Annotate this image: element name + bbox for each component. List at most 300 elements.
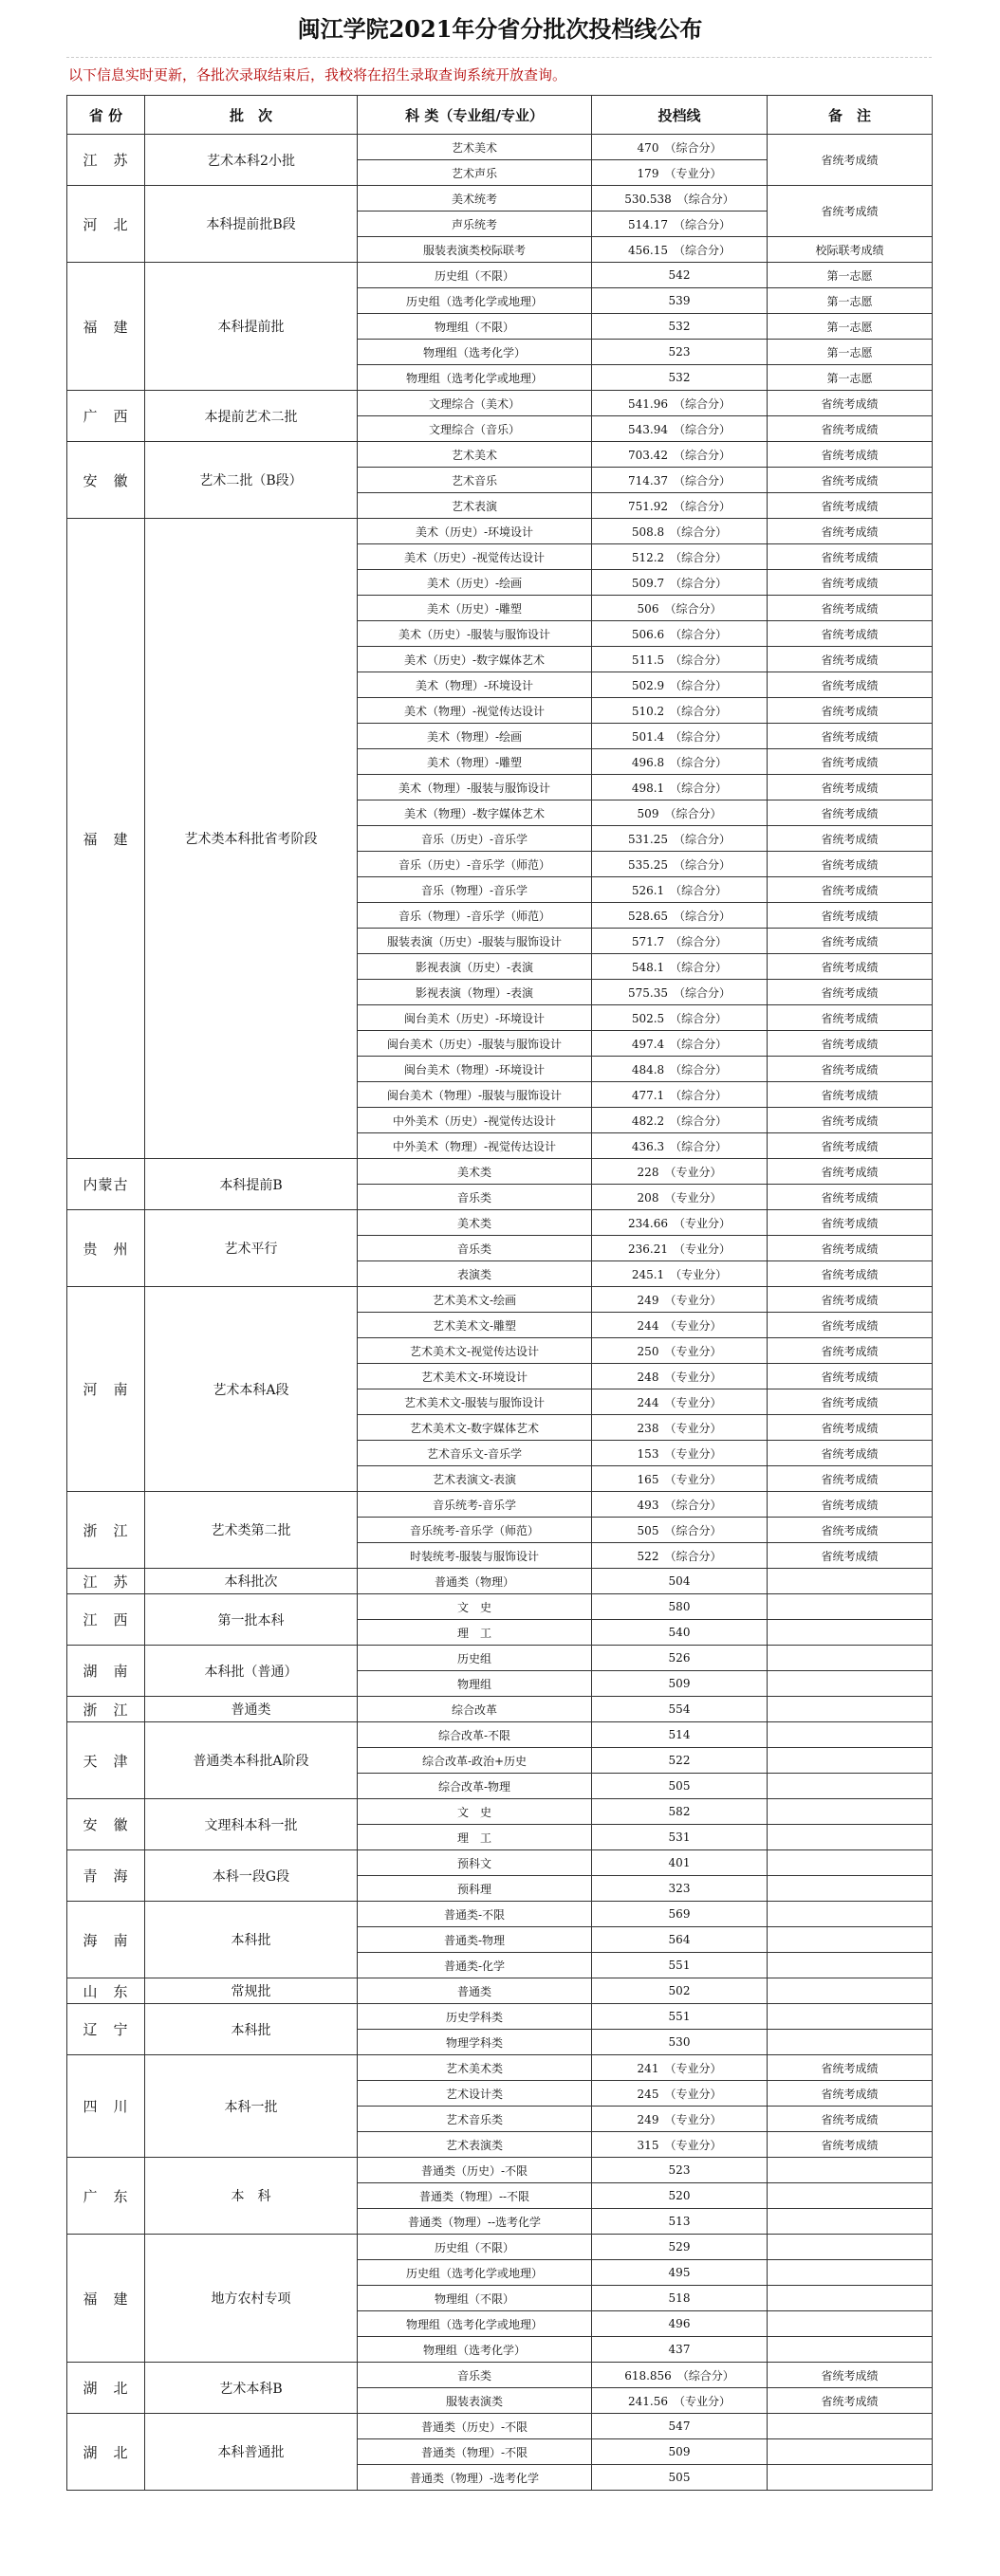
header-category: 科 类（专业组/专业） (358, 96, 592, 135)
category-cell: 艺术美术文-绘画 (358, 1287, 592, 1313)
note-cell: 省统考成绩 (768, 826, 933, 852)
table-row (67, 1978, 933, 2004)
category-cell: 艺术声乐 (358, 160, 592, 186)
score-line-cell: 401 (592, 1850, 768, 1876)
category-cell: 物理组 (358, 1671, 592, 1697)
category-cell: 普通类（物理）--不限 (358, 2183, 592, 2209)
table-row (67, 263, 933, 288)
table-row (67, 2055, 933, 2081)
category-cell: 普通类（物理）--选考化学 (358, 2209, 592, 2235)
note-cell (768, 1799, 933, 1825)
category-cell: 综合改革-政治+历史 (358, 1748, 592, 1774)
note-cell: 省统考成绩 (768, 596, 933, 621)
note-cell: 校际联考成绩 (768, 237, 933, 263)
note-cell (768, 2260, 933, 2286)
table-row (67, 2158, 933, 2183)
table-header-row (67, 96, 933, 135)
note-cell: 省统考成绩 (768, 877, 933, 903)
batch-cell: 艺术平行 (145, 1210, 358, 1287)
note-cell: 第一志愿 (768, 263, 933, 288)
category-cell: 影视表演（物理）-表演 (358, 980, 592, 1005)
score-line-cell: 497.4 （综合分） (592, 1031, 768, 1057)
table-row (67, 442, 933, 468)
score-line-cell: 456.15 （综合分） (592, 237, 768, 263)
score-line-cell: 509 (592, 2439, 768, 2465)
category-cell: 普通类（物理） (358, 1569, 592, 1594)
note-cell: 省统考成绩 (768, 416, 933, 442)
note-cell: 省统考成绩 (768, 1236, 933, 1261)
note-cell: 省统考成绩 (768, 698, 933, 724)
batch-cell: 艺术本科B (145, 2363, 358, 2414)
note-cell (768, 1646, 933, 1671)
header-note: 备 注 (768, 96, 933, 135)
category-cell: 文 史 (358, 1594, 592, 1620)
note-cell: 省统考成绩 (768, 1543, 933, 1569)
note-cell: 省统考成绩 (768, 1518, 933, 1543)
score-line-cell: 618.856 （综合分） (592, 2363, 768, 2388)
batch-cell: 艺术类第二批 (145, 1492, 358, 1569)
note-cell: 省统考成绩 (768, 903, 933, 929)
category-cell: 历史组 (358, 1646, 592, 1671)
score-line-cell: 523 (592, 2158, 768, 2183)
category-cell: 文理综合（音乐） (358, 416, 592, 442)
note-cell (768, 2004, 933, 2030)
province-cell: 安 徽 (67, 1799, 145, 1850)
category-cell: 历史学科类 (358, 2004, 592, 2030)
score-line-cell: 244 （专业分） (592, 1389, 768, 1415)
score-line-cell: 250 （专业分） (592, 1338, 768, 1364)
score-line-cell: 484.8 （综合分） (592, 1057, 768, 1082)
header-score-line: 投档线 (592, 96, 768, 135)
score-line-cell: 514 (592, 1722, 768, 1748)
table-body (67, 135, 933, 2491)
note-cell: 省统考成绩 (768, 2081, 933, 2107)
note-cell (768, 1620, 933, 1646)
category-cell: 音乐统考-音乐学（师范） (358, 1518, 592, 1543)
note-cell: 省统考成绩 (768, 1031, 933, 1057)
score-line-cell: 502.5 （综合分） (592, 1005, 768, 1031)
note-cell: 省统考成绩 (768, 724, 933, 749)
province-cell: 四 川 (67, 2055, 145, 2158)
batch-cell: 本科普通批 (145, 2414, 358, 2491)
note-cell: 省统考成绩 (768, 1338, 933, 1364)
province-cell: 广 西 (67, 391, 145, 442)
table-row (67, 1850, 933, 1876)
score-line-cell: 244 （专业分） (592, 1313, 768, 1338)
note-cell: 第一志愿 (768, 340, 933, 365)
category-cell: 音乐类 (358, 1185, 592, 1210)
batch-cell: 本提前艺术二批 (145, 391, 358, 442)
score-line-cell: 528.65 （综合分） (592, 903, 768, 929)
header-province: 省 份 (67, 96, 145, 135)
category-cell: 音乐（物理）-音乐学 (358, 877, 592, 903)
province-cell: 广 东 (67, 2158, 145, 2235)
score-line-cell: 482.2 （综合分） (592, 1108, 768, 1133)
score-line-cell: 526.1 （综合分） (592, 877, 768, 903)
category-cell: 服装表演类校际联考 (358, 237, 592, 263)
note-cell (768, 2439, 933, 2465)
note-cell: 省统考成绩 (768, 1313, 933, 1338)
category-cell: 历史组（不限） (358, 263, 592, 288)
score-line-cell: 249 （专业分） (592, 2107, 768, 2132)
province-cell: 辽 宁 (67, 2004, 145, 2055)
score-line-cell: 496 (592, 2311, 768, 2337)
table-row (67, 2004, 933, 2030)
category-cell: 普通类（历史）-不限 (358, 2414, 592, 2439)
score-line-cell: 236.21 （专业分） (592, 1236, 768, 1261)
note-cell: 省统考成绩 (768, 2132, 933, 2158)
note-cell: 省统考成绩 (768, 1441, 933, 1466)
batch-cell: 普通类 (145, 1697, 358, 1722)
score-line-cell: 496.8 （综合分） (592, 749, 768, 775)
score-line-cell: 522 (592, 1748, 768, 1774)
category-cell: 文理综合（美术） (358, 391, 592, 416)
table-row (67, 1287, 933, 1313)
score-line-cell: 245.1 （专业分） (592, 1261, 768, 1287)
batch-cell: 地方农村专项 (145, 2235, 358, 2363)
note-cell: 省统考成绩 (768, 1108, 933, 1133)
table-row (67, 391, 933, 416)
category-cell: 美术（历史）-绘画 (358, 570, 592, 596)
score-line-cell: 505 （综合分） (592, 1518, 768, 1543)
score-line-cell: 751.92 （综合分） (592, 493, 768, 519)
score-line-cell: 315 （专业分） (592, 2132, 768, 2158)
score-line-cell: 714.37 （综合分） (592, 468, 768, 493)
note-cell (768, 1671, 933, 1697)
score-line-cell: 551 (592, 1953, 768, 1978)
batch-cell: 本 科 (145, 2158, 358, 2235)
score-line-cell: 509 （综合分） (592, 800, 768, 826)
province-cell: 江 苏 (67, 1569, 145, 1594)
score-line-cell: 518 (592, 2286, 768, 2311)
category-cell: 美术统考 (358, 186, 592, 212)
category-cell: 历史组（选考化学或地理） (358, 288, 592, 314)
note-cell: 省统考成绩 (768, 519, 933, 544)
note-cell (768, 2311, 933, 2337)
category-cell: 美术（物理）-服装与服饰设计 (358, 775, 592, 800)
score-line-cell: 502.9 （综合分） (592, 672, 768, 698)
category-cell: 音乐（物理）-音乐学（师范） (358, 903, 592, 929)
score-line-cell: 539 (592, 288, 768, 314)
category-cell: 闽台美术（物理）-服装与服饰设计 (358, 1082, 592, 1108)
table-row (67, 1159, 933, 1185)
score-line-cell: 505 (592, 2465, 768, 2491)
category-cell: 艺术美术文-数字媒体艺术 (358, 1415, 592, 1441)
category-cell: 历史组（不限） (358, 2235, 592, 2260)
score-line-cell: 437 (592, 2337, 768, 2363)
note-cell (768, 2465, 933, 2491)
score-line-cell: 547 (592, 2414, 768, 2439)
province-cell: 安 徽 (67, 442, 145, 519)
category-cell: 美术（历史）-环境设计 (358, 519, 592, 544)
category-cell: 普通类（物理）-选考化学 (358, 2465, 592, 2491)
category-cell: 物理组（选考化学） (358, 340, 592, 365)
note-cell (768, 2414, 933, 2439)
category-cell: 美术类 (358, 1210, 592, 1236)
note-cell (768, 1697, 933, 1722)
note-cell (768, 2337, 933, 2363)
batch-cell: 本科一批 (145, 2055, 358, 2158)
note-cell (768, 2286, 933, 2311)
category-cell: 声乐统考 (358, 212, 592, 237)
note-cell: 省统考成绩 (768, 1057, 933, 1082)
table-row (67, 1569, 933, 1594)
category-cell: 表演类 (358, 1261, 592, 1287)
note-cell: 省统考成绩 (768, 672, 933, 698)
score-line-cell: 238 （专业分） (592, 1415, 768, 1441)
category-cell: 美术（物理）-绘画 (358, 724, 592, 749)
province-cell: 福 建 (67, 519, 145, 1159)
score-line-cell: 249 （专业分） (592, 1287, 768, 1313)
score-line-cell: 530.538 （综合分） (592, 186, 768, 212)
note-cell (768, 1978, 933, 2004)
category-cell: 综合改革 (358, 1697, 592, 1722)
province-cell: 河 北 (67, 186, 145, 263)
category-cell: 美术（物理）-雕塑 (358, 749, 592, 775)
score-line-cell: 582 (592, 1799, 768, 1825)
note-cell: 省统考成绩 (768, 1159, 933, 1185)
province-cell: 贵 州 (67, 1210, 145, 1287)
batch-cell: 艺术本科2小批 (145, 135, 358, 186)
score-line-cell: 498.1 （综合分） (592, 775, 768, 800)
note-cell: 省统考成绩 (768, 544, 933, 570)
category-cell: 文 史 (358, 1799, 592, 1825)
table-row (67, 1697, 933, 1722)
note-cell: 第一志愿 (768, 314, 933, 340)
title-divider (66, 57, 932, 58)
note-cell: 省统考成绩 (768, 1185, 933, 1210)
province-cell: 山 东 (67, 1978, 145, 2004)
batch-cell: 本科批 (145, 1902, 358, 1978)
score-line-cell: 530 (592, 2030, 768, 2055)
province-cell: 海 南 (67, 1902, 145, 1978)
note-cell: 省统考成绩 (768, 749, 933, 775)
score-line-cell: 323 (592, 1876, 768, 1902)
score-line-cell: 436.3 （综合分） (592, 1133, 768, 1159)
category-cell: 历史组（选考化学或地理） (358, 2260, 592, 2286)
score-line-cell: 493 （综合分） (592, 1492, 768, 1518)
province-cell: 浙 江 (67, 1492, 145, 1569)
province-cell: 湖 北 (67, 2363, 145, 2414)
province-cell: 湖 南 (67, 1646, 145, 1697)
note-cell: 省统考成绩 (768, 2107, 933, 2132)
note-cell (768, 1748, 933, 1774)
note-cell: 省统考成绩 (768, 1261, 933, 1287)
category-cell: 音乐类 (358, 1236, 592, 1261)
note-cell: 省统考成绩 (768, 135, 933, 186)
province-cell: 青 海 (67, 1850, 145, 1902)
category-cell: 美术（物理）-数字媒体艺术 (358, 800, 592, 826)
score-line-cell: 506.6 （综合分） (592, 621, 768, 647)
category-cell: 美术类 (358, 1159, 592, 1185)
score-line-cell: 470 （综合分） (592, 135, 768, 160)
category-cell: 艺术音乐类 (358, 2107, 592, 2132)
score-line-cell: 179 （专业分） (592, 160, 768, 186)
note-cell (768, 2030, 933, 2055)
note-cell: 省统考成绩 (768, 1389, 933, 1415)
category-cell: 音乐（历史）-音乐学 (358, 826, 592, 852)
category-cell: 综合改革-物理 (358, 1774, 592, 1799)
table-row (67, 519, 933, 544)
batch-cell: 本科批（普通） (145, 1646, 358, 1697)
batch-cell: 艺术本科A段 (145, 1287, 358, 1492)
score-line-cell: 548.1 （综合分） (592, 954, 768, 980)
table-row (67, 1902, 933, 1927)
category-cell: 物理组（选考化学或地理） (358, 365, 592, 391)
note-cell: 省统考成绩 (768, 186, 933, 237)
province-cell: 江 西 (67, 1594, 145, 1646)
batch-cell: 本科批次 (145, 1569, 358, 1594)
score-line-cell: 529 (592, 2235, 768, 2260)
score-line-cell: 541.96 （综合分） (592, 391, 768, 416)
score-line-cell: 501.4 （综合分） (592, 724, 768, 749)
category-cell: 预科文 (358, 1850, 592, 1876)
score-line-cell: 531 (592, 1825, 768, 1850)
note-cell: 省统考成绩 (768, 1492, 933, 1518)
category-cell: 物理组（选考化学） (358, 2337, 592, 2363)
category-cell: 闽台美术（历史）-服装与服饰设计 (358, 1031, 592, 1057)
note-cell (768, 1876, 933, 1902)
category-cell: 艺术美术文-服装与服饰设计 (358, 1389, 592, 1415)
category-cell: 音乐统考-音乐学 (358, 1492, 592, 1518)
table-row (67, 1492, 933, 1518)
score-line-cell: 509 (592, 1671, 768, 1697)
score-line-cell: 512.2 （综合分） (592, 544, 768, 570)
category-cell: 中外美术（物理）-视觉传达设计 (358, 1133, 592, 1159)
category-cell: 艺术设计类 (358, 2081, 592, 2107)
category-cell: 物理组（不限） (358, 2286, 592, 2311)
score-line-cell: 508.8 （综合分） (592, 519, 768, 544)
score-line-cell: 228 （专业分） (592, 1159, 768, 1185)
note-cell: 省统考成绩 (768, 1364, 933, 1389)
category-cell: 艺术美术类 (358, 2055, 592, 2081)
note-cell (768, 1774, 933, 1799)
score-line-cell: 248 （专业分） (592, 1364, 768, 1389)
batch-cell: 普通类本科批A阶段 (145, 1722, 358, 1799)
province-cell: 湖 北 (67, 2414, 145, 2491)
score-line-cell: 540 (592, 1620, 768, 1646)
category-cell: 艺术美术文-视觉传达设计 (358, 1338, 592, 1364)
note-cell: 省统考成绩 (768, 493, 933, 519)
score-line-cell: 241.56 （专业分） (592, 2388, 768, 2414)
score-line-cell: 502 (592, 1978, 768, 2004)
note-cell (768, 1825, 933, 1850)
note-cell: 第一志愿 (768, 365, 933, 391)
note-cell: 第一志愿 (768, 288, 933, 314)
category-cell: 影视表演（历史）-表演 (358, 954, 592, 980)
province-cell: 福 建 (67, 2235, 145, 2363)
category-cell: 美术（历史）-服装与服饰设计 (358, 621, 592, 647)
category-cell: 艺术表演 (358, 493, 592, 519)
note-cell: 省统考成绩 (768, 1005, 933, 1031)
category-cell: 服装表演（历史）-服装与服饰设计 (358, 929, 592, 954)
note-cell (768, 2158, 933, 2183)
batch-cell: 常规批 (145, 1978, 358, 2004)
category-cell: 艺术美术 (358, 135, 592, 160)
note-cell: 省统考成绩 (768, 1082, 933, 1108)
category-cell: 中外美术（历史）-视觉传达设计 (358, 1108, 592, 1133)
province-cell: 江 苏 (67, 135, 145, 186)
score-line-cell: 477.1 （综合分） (592, 1082, 768, 1108)
score-line-cell: 506 （综合分） (592, 596, 768, 621)
note-cell (768, 1722, 933, 1748)
score-line-cell: 495 (592, 2260, 768, 2286)
note-cell: 省统考成绩 (768, 775, 933, 800)
category-cell: 普通类 (358, 1978, 592, 2004)
batch-cell: 本科提前批B段 (145, 186, 358, 263)
note-cell: 省统考成绩 (768, 852, 933, 877)
score-line-cell: 569 (592, 1902, 768, 1927)
category-cell: 理 工 (358, 1620, 592, 1646)
score-line-cell: 526 (592, 1646, 768, 1671)
score-line-cell: 245 （专业分） (592, 2081, 768, 2107)
note-cell (768, 2183, 933, 2209)
note-cell (768, 1953, 933, 1978)
category-cell: 闽台美术（物理）-环境设计 (358, 1057, 592, 1082)
category-cell: 物理学科类 (358, 2030, 592, 2055)
table-row (67, 2235, 933, 2260)
table-row (67, 1646, 933, 1671)
score-line-cell: 543.94 （综合分） (592, 416, 768, 442)
note-cell: 省统考成绩 (768, 2388, 933, 2414)
score-line-cell: 532 (592, 365, 768, 391)
note-cell: 省统考成绩 (768, 2363, 933, 2388)
batch-cell: 本科一段G段 (145, 1850, 358, 1902)
score-line-cell: 532 (592, 314, 768, 340)
score-line-cell: 241 （专业分） (592, 2055, 768, 2081)
batch-cell: 本科提前B (145, 1159, 358, 1210)
category-cell: 艺术美术文-雕塑 (358, 1313, 592, 1338)
category-cell: 美术（物理）-视觉传达设计 (358, 698, 592, 724)
category-cell: 美术（历史）-数字媒体艺术 (358, 647, 592, 672)
score-line-cell: 535.25 （综合分） (592, 852, 768, 877)
note-cell (768, 2209, 933, 2235)
note-cell: 省统考成绩 (768, 1466, 933, 1492)
batch-cell: 文理科本科一批 (145, 1799, 358, 1850)
note-cell (768, 1850, 933, 1876)
category-cell: 闽台美术（历史）-环境设计 (358, 1005, 592, 1031)
admission-score-table (66, 95, 933, 2491)
header-batch: 批 次 (145, 96, 358, 135)
score-line-cell: 208 （专业分） (592, 1185, 768, 1210)
batch-cell: 艺术二批（B段） (145, 442, 358, 519)
score-line-cell: 514.17 （综合分） (592, 212, 768, 237)
score-line-cell: 234.66 （专业分） (592, 1210, 768, 1236)
table-row (67, 1594, 933, 1620)
score-line-cell: 510.2 （综合分） (592, 698, 768, 724)
score-line-cell: 551 (592, 2004, 768, 2030)
update-notice: 以下信息实时更新，各批次录取结束后，我校将在招生录取查询系统开放查询。 (68, 66, 567, 83)
table-row (67, 1722, 933, 1748)
province-cell: 浙 江 (67, 1697, 145, 1722)
batch-cell: 艺术类本科批省考阶段 (145, 519, 358, 1159)
category-cell: 普通类-化学 (358, 1953, 592, 1978)
province-cell: 福 建 (67, 263, 145, 391)
score-line-cell: 513 (592, 2209, 768, 2235)
category-cell: 物理组（选考化学或地理） (358, 2311, 592, 2337)
category-cell: 物理组（不限） (358, 314, 592, 340)
category-cell: 艺术美术 (358, 442, 592, 468)
category-cell: 艺术音乐文-音乐学 (358, 1441, 592, 1466)
score-line-cell: 511.5 （综合分） (592, 647, 768, 672)
score-line-cell: 580 (592, 1594, 768, 1620)
category-cell: 美术（历史）-视觉传达设计 (358, 544, 592, 570)
note-cell: 省统考成绩 (768, 2055, 933, 2081)
note-cell (768, 1569, 933, 1594)
province-cell: 天 津 (67, 1722, 145, 1799)
category-cell: 普通类-不限 (358, 1902, 592, 1927)
category-cell: 理 工 (358, 1825, 592, 1850)
